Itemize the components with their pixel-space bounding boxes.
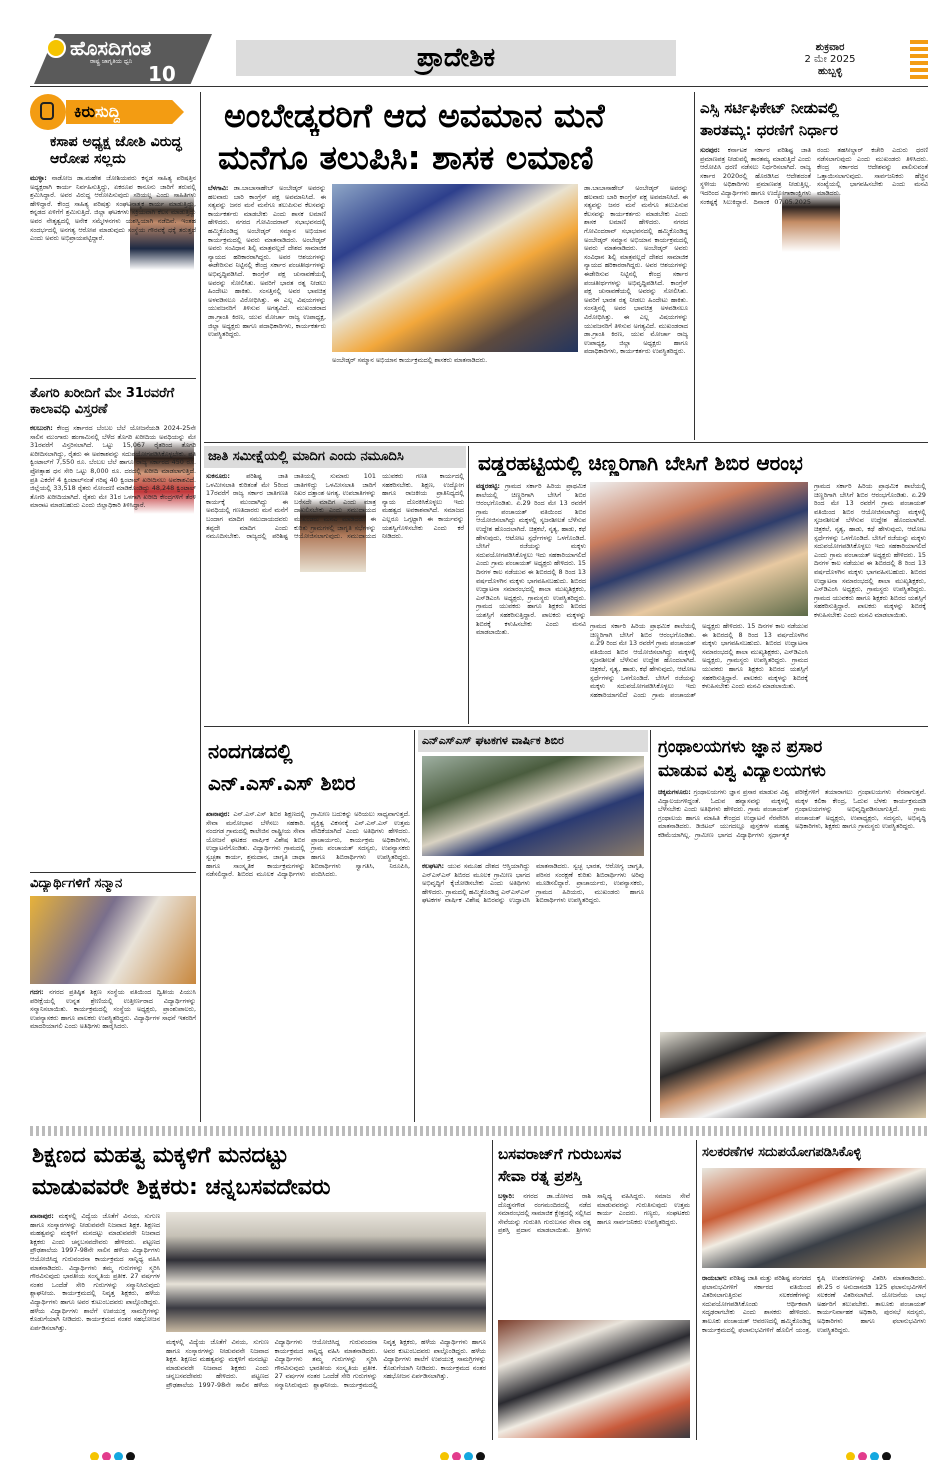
tools-story <box>700 1140 928 1440</box>
award-text: ನಗರದ ಡಾ.ಜೋಳದ ರಾಶಿ ದೊಡ್ಡನಗೌಡ ರಂಗಮಂದಿರದಲ್ಲಿ ನಡೆದ ಸಮಾರಂಭದಲ್ಲಿ ಸಾಮಾಜಿಕ ಕ್ಷೇತ್ರದಲ್ಲಿ ಸಲ್ಲಿಸಿದ ಸೇವೆಯನ್ನು ಗುರುತಿಸಿ ಗುರುಬಸವ ಸೇವಾ ರತ್ನ ಪ್ರಶಸ್ತಿ ಪ್ರದಾನ ಮಾಡಲಾಯಿತು. ಶ್ರೀಗಳು ಸಾನ್ನಿಧ್ಯ ವಹಿಸಿದ್ದರು. ಸಮಾಜ ಸೇವೆ ಮಾಡುವವರನ್ನು ಗುರುತಿಸುವುದು ಉತ್ತಮ ಕಾರ್ಯ ಎಂದರು. ಗಣ್ಯರು, ಸಂಘಟಕರು ಹಾಗೂ ಸಾರ್ವಜನಿಕರು ಉಪಸ್ಥಿತರಿದ್ದರು. <box>498 1192 690 1235</box>
story1-body <box>30 174 196 374</box>
education-body-col1 <box>30 1212 160 1438</box>
camp-text: ಗ್ರಾಮದ ಸರ್ಕಾರಿ ಹಿರಿಯ ಪ್ರಾಥಮಿಕ ಶಾಲೆಯಲ್ಲಿ ಚಿಣ್ಣರಿಗಾಗಿ ಬೇಸಿಗೆ ಶಿಬಿರ ಆರಂಭಗೊಂಡಿತು. ಏ.29 ರಿಂದ ಮೇ 13 ರವರೆಗೆ ಗ್ರಾಮ ಪಂಚಾಯತ್ ವತಿಯಿಂದ ಶಿಬಿರ ಆಯೋಜಿಸಲಾಗಿದ್ದು ಮಕ್ಕಳಲ್ಲಿ ಸೃಜನಶೀಲತೆ ಬೆಳೆಸುವ ಉದ್ದೇಶ ಹೊಂದಲಾಗಿದೆ. ಚಿತ್ರಕಲೆ, ನೃತ್ಯ, ಹಾಡು, ಕಥೆ ಹೇಳುವುದು, ಆಟೋಟ ಸ್ಪರ್ಧೆಗಳನ್ನು ಒಳಗೊಂಡಿದೆ. ಬೇಸಿಗೆ ರಜೆಯನ್ನು ಮಕ್ಕಳು ಸದುಪಯೋಗಪಡಿಸಿಕೊಳ್ಳಲು ಇದು ಸಹಕಾರಿಯಾಗಲಿದೆ ಎಂದು ಗ್ರಾಮ ಪಂಚಾಯತ್ ಅಧ್ಯಕ್ಷರು ಹೇಳಿದರು. 15 ದಿನಗಳ ಕಾಲ ನಡೆಯುವ ಈ ಶಿಬಿರದಲ್ಲಿ 8 ರಿಂದ 13 ವರ್ಷದೊಳಗಿನ ಮಕ್ಕಳು ಭಾಗವಹಿಸಬಹುದು. ಶಿಬಿರದ ಉದ್ಘಾಟನಾ ಸಮಾರಂಭದಲ್ಲಿ ಶಾಲಾ ಮುಖ್ಯಶಿಕ್ಷಕರು, ಎಸ್‌ಡಿಎಂಸಿ ಅಧ್ಯಕ್ಷರು, ಗ್ರಾಮಸ್ಥರು ಉಪಸ್ಥಿತರಿದ್ದರು. ಗ್ರಾಮದ ಯುವಕರು ಹಾಗೂ ಶಿಕ್ಷಕರು ಶಿಬಿರದ ಯಶಸ್ಸಿಗೆ ಸಹಕರಿಸುತ್ತಿದ್ದಾರೆ. ಪಾಲಕರು ಮಕ್ಕಳನ್ನು ಶಿಬಿರಕ್ಕೆ ಕಳುಹಿಸಬೇಕು ಎಂದು ಮನವಿ ಮಾಡಲಾಯಿತು. <box>476 482 586 637</box>
lead-text: ಡಾ.ಬಾಬಾಸಾಹೇಬ್ ಅಂಬೇಡ್ಕರ್ ಅವರನ್ನು ಹಲವಾರು ಬಾರಿ ಕಾಂಗ್ರೆಸ್ ಪಕ್ಷ ಅವಮಾನಿಸಿದೆ. ಈ ಸತ್ಯವನ್ನು ಜನರ ಮನೆ ಮನೆಗೂ ತಲುಪಿಸುವ ಕೆಲಸವನ್ನು ಕಾರ್ಯಕರ್ತರು ಮಾಡಬೇಕು ಎಂದು ಶಾಸಕ ಲಮಾಣಿ ಹೇಳಿದರು. ನಗರದ ಗೋವಿಂದರಾವ್ ಸಭಾಭವನದಲ್ಲಿ ಹಮ್ಮಿಕೊಂಡಿದ್ದ ಅಂಬೇಡ್ಕರ್ ಸಮ್ಮಾನ ಅಭಿಯಾನ ಕಾರ್ಯಕ್ರಮದಲ್ಲಿ ಅವರು ಮಾತನಾಡಿದರು. ಅಂಬೇಡ್ಕರ್ ಅವರು ಸಂವಿಧಾನ ಶಿಲ್ಪಿ ಮಾತ್ರವಲ್ಲದೆ ದೇಶದ ಸಾಮಾಜಿಕ ನ್ಯಾಯದ ಹರಿಕಾರರಾಗಿದ್ದರು. ಅವರ ಆಶಯಗಳನ್ನು ಈಡೇರಿಸುವ ನಿಟ್ಟಿನಲ್ಲಿ ಕೇಂದ್ರ ಸರ್ಕಾರ ಪಂಚತೀರ್ಥಗಳನ್ನು ಅಭಿವೃದ್ಧಿಪಡಿಸಿದೆ. ಕಾಂಗ್ರೆಸ್ ಪಕ್ಷ ಚುನಾವಣೆಯಲ್ಲಿ ಅವರನ್ನು ಸೋಲಿಸಿತು. ಅವರಿಗೆ ಭಾರತ ರತ್ನ ನೀಡಲು ಹಿಂದೇಟು ಹಾಕಿತು. ಸಂಸತ್ತಿನಲ್ಲಿ ಅವರ ಭಾವಚಿತ್ರ ಅಳವಡಿಸಲೂ ವಿರೋಧಿಸಿತ್ತು. ಈ ಎಲ್ಲ ವಿಷಯಗಳನ್ನು ಯುವಜನರಿಗೆ ತಿಳಿಸುವ ಅಗತ್ಯವಿದೆ. ಮುಖಂಡರಾದ ಡಾ.ಗ್ರಾಂತಿ ಕಿರಣ, ಯುವ ಮೋರ್ಚಾ ರಾಜ್ಯ ಉಪಾಧ್ಯಕ್ಷ, ಜಿಲ್ಲಾ ಅಧ್ಯಕ್ಷರು ಹಾಗೂ ಪದಾಧಿಕಾರಿಗಳು, ಕಾರ್ಯಕರ್ತರು ಉಪಸ್ಥಿತರಿದ್ದರು. <box>208 184 326 339</box>
camp-text-continued: ಗ್ರಾಮದ ಸರ್ಕಾರಿ ಹಿರಿಯ ಪ್ರಾಥಮಿಕ ಶಾಲೆಯಲ್ಲಿ ಚಿಣ್ಣರಿಗಾಗಿ ಬೇಸಿಗೆ ಶಿಬಿರ ಆರಂಭಗೊಂಡಿತು. ಏ.29 ರಿಂದ ಮೇ 13 ರವರೆಗೆ ಗ್ರಾಮ ಪಂಚಾಯತ್ ವತಿಯಿಂದ ಶಿಬಿರ ಆಯೋಜಿಸಲಾಗಿದ್ದು ಮಕ್ಕಳಲ್ಲಿ ಸೃಜನಶೀಲತೆ ಬೆಳೆಸುವ ಉದ್ದೇಶ ಹೊಂದಲಾಗಿದೆ. ಚಿತ್ರಕಲೆ, ನೃತ್ಯ, ಹಾಡು, ಕಥೆ ಹೇಳುವುದು, ಆಟೋಟ ಸ್ಪರ್ಧೆಗಳನ್ನು ಒಳಗೊಂಡಿದೆ. ಬೇಸಿಗೆ ರಜೆಯನ್ನು ಮಕ್ಕಳು ಸದುಪಯೋಗಪಡಿಸಿಕೊಳ್ಳಲು ಇದು ಸಹಕಾರಿಯಾಗಲಿದೆ ಎಂದು ಗ್ರಾಮ ಪಂಚಾಯತ್ ಅಧ್ಯಕ್ಷರು ಹೇಳಿದರು. 15 ದಿನಗಳ ಕಾಲ ನಡೆಯುವ ಈ ಶಿಬಿರದಲ್ಲಿ 8 ರಿಂದ 13 ವರ್ಷದೊಳಗಿನ ಮಕ್ಕಳು ಭಾಗವಹಿಸಬಹುದು. ಶಿಬಿರದ ಉದ್ಘಾಟನಾ ಸಮಾರಂಭದಲ್ಲಿ ಶಾಲಾ ಮುಖ್ಯಶಿಕ್ಷಕರು, ಎಸ್‌ಡಿಎಂಸಿ ಅಧ್ಯಕ್ಷರು, ಗ್ರಾಮಸ್ಥರು ಉಪಸ್ಥಿತರಿದ್ದರು. ಗ್ರಾಮದ ಯುವಕರು ಹಾಗೂ ಶಿಕ್ಷಕರು ಶಿಬಿರದ ಯಶಸ್ಸಿಗೆ ಸಹಕರಿಸುತ್ತಿದ್ದಾರೆ. ಪಾಲಕರು ಮಕ್ಕಳನ್ನು ಶಿಬಿರಕ್ಕೆ ಕಳುಹಿಸಬೇಕು ಎಂದು ಮನವಿ ಮಾಡಲಾಯಿತು. <box>590 622 808 699</box>
story2-dateline: ಕಲಬುರಗಿ: <box>30 424 53 432</box>
education-text-continued: ಮಕ್ಕಳಲ್ಲಿ ವಿದ್ಯೆಯ ಜೊತೆಗೆ ವಿನಯ, ಸುಗುಣ ಹಾಗೂ ಸಂಸ್ಕಾರಗಳನ್ನು ನೀಡುವವನೇ ನಿಜವಾದ ಶಿಕ್ಷಕ. ಶಿಕ್ಷಣದ ಮಹತ್ವವನ್ನು ಮಕ್ಕಳಿಗೆ ಮನದಟ್ಟು ಮಾಡುವವರೇ ನಿಜವಾದ ಶಿಕ್ಷಕರು ಎಂದು ಚನ್ನಬಸವದೇವರು ಹೇಳಿದರು. ಪಟ್ಟಣದ ಪ್ರೌಢಶಾಲೆಯ 1997-98ನೇ ಸಾಲಿನ ಹಳೆಯ ವಿದ್ಯಾರ್ಥಿಗಳು ಆಯೋಜಿಸಿದ್ದ ಗುರುವಂದನಾ ಕಾರ್ಯಕ್ರಮದ ಸಾನ್ನಿಧ್ಯ ವಹಿಸಿ ಮಾತನಾಡಿದರು. ವಿದ್ಯಾರ್ಥಿಗಳು ತಮ್ಮ ಗುರುಗಳನ್ನು ಸ್ಮರಿಸಿ ಗೌರವಿಸುವುದು ಭಾರತೀಯ ಸಂಸ್ಕೃತಿಯ ಪ್ರತೀಕ. 27 ವರ್ಷಗಳ ನಂತರ ಒಂದೆಡೆ ಸೇರಿ ಗುರುಗಳನ್ನು ಸನ್ಮಾನಿಸಿರುವುದು ಶ್ಲಾಘನೀಯ. ಕಾರ್ಯಕ್ರಮದಲ್ಲಿ ನಿವೃತ್ತ ಶಿಕ್ಷಕರು, ಹಳೆಯ ವಿದ್ಯಾರ್ಥಿಗಳು ಹಾಗೂ ಅವರ ಕುಟುಂಬದವರು ಪಾಲ್ಗೊಂಡಿದ್ದರು. ಹಳೆಯ ವಿದ್ಯಾರ್ಥಿಗಳು ಶಾಲೆಗೆ ಉಪಯುಕ್ತ ಸಾಮಗ್ರಿಗಳನ್ನು ಕೊಡುಗೆಯಾಗಿ ನೀಡಿದರು. ಕಾರ್ಯಕ್ರಮದ ನಂತರ ಸಹಭೋಜನ ಏರ್ಪಡಿಸಲಾಗಿತ್ತು. <box>166 1338 486 1389</box>
camp-body-col3 <box>814 482 926 720</box>
camp-dateline: ವಡ್ಡರಹಟ್ಟಿ: <box>476 482 500 490</box>
kirusuddi-column <box>30 90 196 1122</box>
nss-annual-body <box>422 862 644 1118</box>
lead-headline-1: ಅಂಬೇಡ್ಕರರಿಗೆ ಆದ ಅವಮಾನ ಮನೆ <box>224 96 605 135</box>
lead-body-col3 <box>584 184 688 436</box>
nss-annual <box>418 730 648 1122</box>
lead-story <box>204 92 692 440</box>
column-rule <box>650 730 651 1122</box>
date-label: 2 ಮೇ 2025 <box>804 54 856 65</box>
registration-marks <box>440 1446 488 1460</box>
caste-headline: ಜಾತಿ ಸಮೀಕ್ಷೆಯಲ್ಲಿ ಮಾದಿಗ ಎಂದು ನಮೂದಿಸಿ <box>208 449 404 464</box>
tools-body <box>702 1274 926 1438</box>
logo-tagline: ರಾಷ್ಟ್ರ ಜಾಗೃತಿಯ ಧ್ವನಿ <box>90 58 133 65</box>
sc-headline-1: ಎಸ್ಸಿ ಸರ್ಟಿಫಿಕೇಟ್ ನೀಡುವಲ್ಲಿ <box>700 99 839 117</box>
divider <box>30 378 196 379</box>
award-story <box>496 1140 692 1440</box>
tools-photo <box>702 1168 926 1268</box>
story1-text: ನಾಡೋಜ ಡಾ.ಮಹೇಶ ಜೋಶಿಯವರು ಕನ್ನಡ ಸಾಹಿತ್ಯ ಪರಿಷತ್ತಿನ ಅಧ್ಯಕ್ಷರಾಗಿ ಕಾರ್ಯ ನಿರ್ವಹಿಸುತ್ತಿದ್ದು, ಏಕರೂಪ ಕಾನೂನು ಜಾರಿಗೆ ತರುವಲ್ಲಿ ಶ್ರಮಿಸಿದ್ದಾರೆ. ಅವರ ವಿರುದ್ಧ ಆರೋಪಿಸುವುದು ಸರಿಯಲ್ಲ ಎಂದು ಸಾಹಿತಿಗಳು ಹೇಳಿದ್ದಾರೆ. ಕೇಂದ್ರ ಸಾಹಿತ್ಯ ಪರಿಷತ್ತು ಸಂಘಟನಾತ್ಮಕ ಕಾರ್ಯ ಮಾಡುತ್ತಿದ್ದು, ಕನ್ನಡದ ಏಳಿಗೆಗೆ ಶ್ರಮಿಸುತ್ತಿದೆ. ಜಿಲ್ಲಾ ಘಟಕಗಳು ಸಕ್ರಿಯವಾಗಿ ಕೆಲಸ ಮಾಡುತ್ತಿದ್ದು ಅವರ ನೇತೃತ್ವದಲ್ಲಿ ಅನೇಕ ಸಮ್ಮೇಳನಗಳು ಯಶಸ್ವಿಯಾಗಿ ನಡೆದಿವೆ. ಇಂತಹ ಸಂದರ್ಭದಲ್ಲಿ ಅನಗತ್ಯ ಆರೋಪ ಮಾಡುವುದು ಸಂಸ್ಥೆಯ ಗೌರವಕ್ಕೆ ಧಕ್ಕೆ ತರುತ್ತದೆ ಎಂದು ಅವರು ಅಭಿಪ್ರಾಯಪಟ್ಟಿದ್ದಾರೆ. <box>30 174 196 243</box>
award-body <box>498 1192 690 1316</box>
story2-text: ಕೇಂದ್ರ ಸರ್ಕಾರದ ಬೆಂಬಲ ಬೆಲೆ ಯೋಜನೆಯಡಿ 2024-25ನೇ ಸಾಲಿನ ಮುಂಗಾರು ಹಂಗಾಮಿನಲ್ಲಿ ಬೆಳೆದ ತೊಗರಿ ಖರೀದಿಯ ಅವಧಿಯನ್ನು ಮೇ 31ರವರೆಗೆ ವಿಸ್ತರಿಸಲಾಗಿದೆ. ಒಟ್ಟು 15,067 ರೈತರಿಂದ ತೊಗರಿ ಖರೀದಿಸಲಾಗಿದ್ದು, ರೈತರು ಈ ಅವಕಾಶವನ್ನು ಸದುಪಯೋಗಪಡಿಸಿಕೊಳ್ಳಬೇಕು. ಪ್ರತಿ ಕ್ವಿಂಟಾಲ್‌ಗೆ 7,550 ರೂ. ಬೆಂಬಲ ಬೆಲೆ ಹಾಗೂ ರಾಜ್ಯ ಸರ್ಕಾರದ 450 ರೂ. ಪ್ರೋತ್ಸಾಹ ಧನ ಸೇರಿ ಒಟ್ಟು 8,000 ರೂ. ದರದಲ್ಲಿ ಖರೀದಿ ಮಾಡಲಾಗುತ್ತಿದೆ. ಪ್ರತಿ ಎಕರೆಗೆ 4 ಕ್ವಿಂಟಾಲ್‌ನಂತೆ ಗರಿಷ್ಠ 40 ಕ್ವಿಂಟಾಲ್ ಖರೀದಿಸಲು ಅವಕಾಶವಿದೆ. ಜಿಲ್ಲೆಯಲ್ಲಿ 33,518 ರೈತರು ನೋಂದಣಿ ಮಾಡಿಕೊಂಡಿದ್ದು 48,248 ಕ್ವಿಂಟಾಲ್ ತೊಗರಿ ಖರೀದಿಯಾಗಿದೆ. ರೈತರು ಮೇ 31ರ ಒಳಗಾಗಿ ಖರೀದಿ ಕೇಂದ್ರಗಳಿಗೆ ತೆರಳಿ ಮಾರಾಟ ಮಾಡಬಹುದು ಎಂದು ಜಿಲ್ಲಾಧಿಕಾರಿ ತಿಳಿಸಿದ್ದಾರೆ. <box>30 424 196 510</box>
sc-story <box>698 92 928 440</box>
award-headline-1: ಬಸವರಾಜ್‌ಗೆ ಗುರುಬಸವ <box>498 1145 622 1163</box>
camp-body-col2 <box>590 622 808 720</box>
registration-marks <box>90 1446 138 1460</box>
masthead-date <box>770 42 890 78</box>
story3-text: ನಗರದ ಪ್ರತಿಷ್ಠಿತ ಶಿಕ್ಷಣ ಸಂಸ್ಥೆಯ ವತಿಯಿಂದ ದ್ವಿತೀಯ ಪಿಯುಸಿ ಪರೀಕ್ಷೆಯಲ್ಲಿ ಉನ್ನತ ಶ್ರೇಣಿಯಲ್ಲಿ ಉತ್ತೀರ್ಣರಾದ ವಿದ್ಯಾರ್ಥಿಗಳನ್ನು ಸನ್ಮಾನಿಸಲಾಯಿತು. ಕಾರ್ಯಕ್ರಮದಲ್ಲಿ ಸಂಸ್ಥೆಯ ಅಧ್ಯಕ್ಷರು, ಪ್ರಾಂಶುಪಾಲರು, ಉಪನ್ಯಾಸಕರು ಹಾಗೂ ಪಾಲಕರು ಉಪಸ್ಥಿತರಿದ್ದರು. ವಿದ್ಯಾರ್ಥಿಗಳ ಸಾಧನೆ ಇತರರಿಗೆ ಮಾದರಿಯಾಗಲಿ ಎಂದು ಅತಿಥಿಗಳು ಹಾರೈಸಿದರು. <box>30 988 196 1031</box>
lead-dateline: ಬೆಳಗಾವಿ: <box>208 184 229 192</box>
tools-dateline: ರಾಯಬಾಗ: <box>702 1274 728 1282</box>
column-rule <box>468 446 469 724</box>
camp-photo <box>590 482 808 616</box>
lead-headline-2: ಮನೆಗೂ ತಲುಪಿಸಿ: ಶಾಸಕ ಲಮಾಣಿ <box>218 138 594 177</box>
camp-headline: ವಡ್ಡರಹಟ್ಟಿಯಲ್ಲಿ ಚಿಣ್ಣರಿಗಾಗಿ ಬೇಸಿಗೆ ಶಿಬಿರ ಆರಂಭ <box>478 451 803 475</box>
story3-body <box>30 988 196 1120</box>
camp-text-tail: ಗ್ರಾಮದ ಸರ್ಕಾರಿ ಹಿರಿಯ ಪ್ರಾಥಮಿಕ ಶಾಲೆಯಲ್ಲಿ ಚಿಣ್ಣರಿಗಾಗಿ ಬೇಸಿಗೆ ಶಿಬಿರ ಆರಂಭಗೊಂಡಿತು. ಏ.29 ರಿಂದ ಮೇ 13 ರವರೆಗೆ ಗ್ರಾಮ ಪಂಚಾಯತ್ ವತಿಯಿಂದ ಶಿಬಿರ ಆಯೋಜಿಸಲಾಗಿದ್ದು ಮಕ್ಕಳಲ್ಲಿ ಸೃಜನಶೀಲತೆ ಬೆಳೆಸುವ ಉದ್ದೇಶ ಹೊಂದಲಾಗಿದೆ. ಚಿತ್ರಕಲೆ, ನೃತ್ಯ, ಹಾಡು, ಕಥೆ ಹೇಳುವುದು, ಆಟೋಟ ಸ್ಪರ್ಧೆಗಳನ್ನು ಒಳಗೊಂಡಿದೆ. ಬೇಸಿಗೆ ರಜೆಯನ್ನು ಮಕ್ಕಳು ಸದುಪಯೋಗಪಡಿಸಿಕೊಳ್ಳಲು ಇದು ಸಹಕಾರಿಯಾಗಲಿದೆ ಎಂದು ಗ್ರಾಮ ಪಂಚಾಯತ್ ಅಧ್ಯಕ್ಷರು ಹೇಳಿದರು. 15 ದಿನಗಳ ಕಾಲ ನಡೆಯುವ ಈ ಶಿಬಿರದಲ್ಲಿ 8 ರಿಂದ 13 ವರ್ಷದೊಳಗಿನ ಮಕ್ಕಳು ಭಾಗವಹಿಸಬಹುದು. ಶಿಬಿರದ ಉದ್ಘಾಟನಾ ಸಮಾರಂಭದಲ್ಲಿ ಶಾಲಾ ಮುಖ್ಯಶಿಕ್ಷಕರು, ಎಸ್‌ಡಿಎಂಸಿ ಅಧ್ಯಕ್ಷರು, ಗ್ರಾಮಸ್ಥರು ಉಪಸ್ಥಿತರಿದ್ದರು. ಗ್ರಾಮದ ಯುವಕರು ಹಾಗೂ ಶಿಕ್ಷಕರು ಶಿಬಿರದ ಯಶಸ್ಸಿಗೆ ಸಹಕರಿಸುತ್ತಿದ್ದಾರೆ. ಪಾಲಕರು ಮಕ್ಕಳನ್ನು ಶಿಬಿರಕ್ಕೆ ಕಳುಹಿಸಬೇಕು ಎಂದು ಮನವಿ ಮಾಡಲಾಯಿತು. <box>814 482 926 619</box>
story1-dateline: ಮುಳ್ಳಾ: <box>30 174 47 182</box>
section-rule <box>204 442 928 443</box>
badge-prefix: ಕಿರು <box>74 102 96 121</box>
story2-body <box>30 424 196 870</box>
column-rule <box>414 730 415 1122</box>
nss-annual-headline: ಎನ್ಎಸ್ಎಸ್ ಘಟಕಗಳ ವಾರ್ಷಿಕ ಶಿಬಿರ <box>422 734 564 747</box>
library-photo <box>660 1032 926 1118</box>
story3-headline: ವಿದ್ಯಾರ್ಥಿಗಳಿಗೆ ಸನ್ಮಾನ <box>30 876 123 891</box>
section-rule <box>204 726 928 727</box>
education-text: ಮಕ್ಕಳಲ್ಲಿ ವಿದ್ಯೆಯ ಜೊತೆಗೆ ವಿನಯ, ಸುಗುಣ ಹಾಗೂ ಸಂಸ್ಕಾರಗಳನ್ನು ನೀಡುವವನೇ ನಿಜವಾದ ಶಿಕ್ಷಕ. ಶಿಕ್ಷಣದ ಮಹತ್ವವನ್ನು ಮಕ್ಕಳಿಗೆ ಮನದಟ್ಟು ಮಾಡುವವರೇ ನಿಜವಾದ ಶಿಕ್ಷಕರು ಎಂದು ಚನ್ನಬಸವದೇವರು ಹೇಳಿದರು. ಪಟ್ಟಣದ ಪ್ರೌಢಶಾಲೆಯ 1997-98ನೇ ಸಾಲಿನ ಹಳೆಯ ವಿದ್ಯಾರ್ಥಿಗಳು ಆಯೋಜಿಸಿದ್ದ ಗುರುವಂದನಾ ಕಾರ್ಯಕ್ರಮದ ಸಾನ್ನಿಧ್ಯ ವಹಿಸಿ ಮಾತನಾಡಿದರು. ವಿದ್ಯಾರ್ಥಿಗಳು ತಮ್ಮ ಗುರುಗಳನ್ನು ಸ್ಮರಿಸಿ ಗೌರವಿಸುವುದು ಭಾರತೀಯ ಸಂಸ್ಕೃತಿಯ ಪ್ರತೀಕ. 27 ವರ್ಷಗಳ ನಂತರ ಒಂದೆಡೆ ಸೇರಿ ಗುರುಗಳನ್ನು ಸನ್ಮಾನಿಸಿರುವುದು ಶ್ಲಾಘನೀಯ. ಕಾರ್ಯಕ್ರಮದಲ್ಲಿ ನಿವೃತ್ತ ಶಿಕ್ಷಕರು, ಹಳೆಯ ವಿದ್ಯಾರ್ಥಿಗಳು ಹಾಗೂ ಅವರ ಕುಟುಂಬದವರು ಪಾಲ್ಗೊಂಡಿದ್ದರು. ಹಳೆಯ ವಿದ್ಯಾರ್ಥಿಗಳು ಶಾಲೆಗೆ ಉಪಯುಕ್ತ ಸಾಮಗ್ರಿಗಳನ್ನು ಕೊಡುಗೆಯಾಗಿ ನೀಡಿದರು. ಕಾರ್ಯಕ್ರಮದ ನಂತರ ಸಹಭೋಜನ ಏರ್ಪಡಿಸಲಾಗಿತ್ತು. <box>30 1212 160 1332</box>
section-title: ಪ್ರಾದೇಶಿಕ <box>416 43 496 73</box>
caste-story <box>204 446 466 724</box>
award-headline-2: ಸೇವಾ ರತ್ನ ಪ್ರಶಸ್ತಿ <box>498 1167 582 1185</box>
award-photo <box>498 1320 690 1438</box>
column-rule <box>694 92 695 440</box>
education-photo <box>166 1212 486 1332</box>
city-label: ಹುಬ್ಬಳ್ಳಿ <box>817 66 843 77</box>
logo-text: ಹೊಸದಿಗಂತ <box>70 36 152 60</box>
masthead-rule <box>30 86 928 87</box>
caste-body <box>206 472 464 722</box>
lead-photo <box>332 184 578 352</box>
story2-headline: ತೊಗರಿ ಖರೀದಿಗೆ ಮೇ 31ರವರೆಗೆ ಕಾಲಾವಧಿ ವಿಸ್ತರಣೆ <box>30 386 175 417</box>
masthead <box>0 0 945 88</box>
column-rule <box>200 92 201 1122</box>
nss-text: ಎನ್.ಎಸ್.ಎಸ್ ಶಿಬಿರ ಶಿಕ್ಷಣದಲ್ಲಿ ಸೇವಾ ಮನೋಭಾವ ಬೆಳೆಸಲು ಸಹಕಾರಿ. ನಂದಗಡ ಗ್ರಾಮದಲ್ಲಿ ಕಾಲೇಜಿನ ರಾಷ್ಟ್ರೀಯ ಸೇವಾ ಯೋಜನೆ ಘಟಕದ ವಾರ್ಷಿಕ ವಿಶೇಷ ಶಿಬಿರ ಉದ್ಘಾಟನೆಗೊಂಡಿತು. ವಿದ್ಯಾರ್ಥಿಗಳು ಗ್ರಾಮದಲ್ಲಿ ಸ್ವಚ್ಛತಾ ಕಾರ್ಯ, ಶ್ರಮದಾನ, ಜಾಗೃತಿ ಜಾಥಾ ಹಾಗೂ ಸಾಂಸ್ಕೃತಿಕ ಕಾರ್ಯಕ್ರಮಗಳನ್ನು ನಡೆಸಲಿದ್ದಾರೆ. ಶಿಬಿರದ ಮೂಲಕ ವಿದ್ಯಾರ್ಥಿಗಳು ಗ್ರಾಮೀಣ ಬದುಕನ್ನು ಅರಿಯಲು ಸಾಧ್ಯವಾಗುತ್ತದೆ. ವ್ಯಕ್ತಿತ್ವ ವಿಕಸನಕ್ಕೆ ಎನ್.ಎಸ್.ಎಸ್ ಉತ್ತಮ ವೇದಿಕೆಯಾಗಿದೆ ಎಂದು ಅತಿಥಿಗಳು ಹೇಳಿದರು. ಪ್ರಾಚಾರ್ಯರು, ಕಾರ್ಯಕ್ರಮ ಅಧಿಕಾರಿಗಳು, ಗ್ರಾಮ ಪಂಚಾಯತ್ ಸದಸ್ಯರು, ಉಪನ್ಯಾಸಕರು ಹಾಗೂ ಶಿಬಿರಾರ್ಥಿಗಳು ಉಪಸ್ಥಿತರಿದ್ದರು. ಶಿಬಿರಾರ್ಥಿಗಳು ಸ್ವಾಗತಿಸಿ, ನಿರೂಪಿಸಿ, ವಂದಿಸಿದರು. <box>206 810 410 879</box>
lead-photo-caption: ಅಂಬೇಡ್ಕರ್ ಸಮ್ಮಾನ ಅಭಿಯಾನ ಕಾರ್ಯಕ್ರಮದಲ್ಲಿ ಶಾಸಕರು ಮಾತನಾಡಿದರು. <box>332 356 488 364</box>
caste-dateline: ಸುಕನೂರು: <box>206 472 230 480</box>
sc-dateline: ಸುರಪುರ: <box>700 146 720 154</box>
tools-text: ಪರಿಶಿಷ್ಟ ಜಾತಿ ಮತ್ತು ಪರಿಶಿಷ್ಟ ಪಂಗಡದ ಫಲಾನುಭವಿಗಳಿಗೆ ಸರ್ಕಾರದ ವತಿಯಿಂದ ವಿತರಿಸಲಾಗುತ್ತಿರುವ ಸಲಕರಣೆಗಳನ್ನು ಸದುಪಯೋಗಪಡಿಸಿಕೊಂಡು ಆರ್ಥಿಕವಾಗಿ ಸದೃಢರಾಗಬೇಕು ಎಂದು ಶಾಸಕರು ಹೇಳಿದರು. ತಾಲೂಕು ಪಂಚಾಯತ್ ಆವರಣದಲ್ಲಿ ಹಮ್ಮಿಕೊಂಡಿದ್ದ ಕಾರ್ಯಕ್ರಮದಲ್ಲಿ ಫಲಾನುಭವಿಗಳಿಗೆ ಹೊಲಿಗೆ ಯಂತ್ರ, ಕೃಷಿ ಉಪಕರಣಗಳನ್ನು ವಿತರಿಸಿ ಮಾತನಾಡಿದರು. ಶೇ.25 ರ ಅನುದಾನದಡಿ 125 ಫಲಾನುಭವಿಗಳಿಗೆ ಸಲಕರಣೆ ವಿತರಿಸಲಾಗಿದೆ. ಯೋಜನೆಯ ಲಾಭ ಅರ್ಹರಿಗೆ ತಲುಪಬೇಕು. ತಾಲೂಕು ಪಂಚಾಯತ್ ಕಾರ್ಯನಿರ್ವಾಹಕ ಅಧಿಕಾರಿ, ಪುರಸಭೆ ಸದಸ್ಯರು, ಅಧಿಕಾರಿಗಳು ಹಾಗೂ ಫಲಾನುಭವಿಗಳು ಉಪಸ್ಥಿತರಿದ್ದರು. <box>702 1274 926 1334</box>
education-dateline: ಖಾನಾಪುರ: <box>30 1212 54 1220</box>
award-dateline: ಬಳ್ಳಾರಿ: <box>498 1192 515 1200</box>
nss-headline-2: ಎನ್.ಎಸ್.ಎಸ್ ಶಿಬಿರ <box>208 771 356 795</box>
logo-icon <box>46 38 66 58</box>
column-rule <box>696 1140 697 1440</box>
nss-body <box>206 810 410 1118</box>
bottom-top-rule <box>30 1126 928 1136</box>
nss-headline-1: ನಂದಗಡದಲ್ಲಿ <box>208 739 293 763</box>
camp-body-col1 <box>476 482 586 720</box>
nss-annual-text: ಯುವ ಸಮೂಹ ದೇಶದ ಆಸ್ತಿಯಾಗಿದ್ದು ಎನ್ಎಸ್ಎಸ್ ಶಿಬಿರದ ಮೂಲಕ ಗ್ರಾಮೀಣ ಭಾಗದ ಅಭಿವೃದ್ಧಿಗೆ ಕೈಜೋಡಿಸಬೇಕು ಎಂದು ಅತಿಥಿಗಳು ಹೇಳಿದರು. ಗ್ರಾಮದಲ್ಲಿ ಹಮ್ಮಿಕೊಂಡಿದ್ದ ಎನ್ಎಸ್ಎಸ್ ಘಟಕಗಳ ವಾರ್ಷಿಕ ವಿಶೇಷ ಶಿಬಿರವನ್ನು ಉದ್ಘಾಟಿಸಿ ಮಾತನಾಡಿದರು. ಸ್ವಚ್ಛ ಭಾರತ, ಆರೋಗ್ಯ ಜಾಗೃತಿ, ಪರಿಸರ ಸಂರಕ್ಷಣೆ ಕುರಿತು ಶಿಬಿರಾರ್ಥಿಗಳು ಅರಿವು ಮೂಡಿಸಲಿದ್ದಾರೆ. ಪ್ರಾಚಾರ್ಯರು, ಉಪನ್ಯಾಸಕರು, ಗ್ರಾಮದ ಹಿರಿಯರು, ಮುಖಂಡರು ಹಾಗೂ ಶಿಬಿರಾರ್ಥಿಗಳು ಉಪಸ್ಥಿತರಿದ್ದರು. <box>422 862 644 905</box>
nss-annual-photo <box>422 756 644 856</box>
education-story <box>30 1140 488 1440</box>
column-rule <box>492 1140 493 1440</box>
divider <box>30 872 196 873</box>
accent-bars <box>910 40 928 88</box>
kirusuddi-badge <box>30 94 190 130</box>
camp-story <box>472 446 928 724</box>
education-headline-2: ಮಾಡುವವರೇ ಶಿಕ್ಷಕರು: ಚನ್ನಬಸವದೇವರು <box>32 1175 331 1200</box>
badge-suffix: ಸುದ್ದಿ <box>95 102 121 121</box>
nss-camp <box>204 730 412 1122</box>
library-text: ಗ್ರಂಥಾಲಯಗಳು ಜ್ಞಾನ ಪ್ರಸಾರ ಮಾಡುವ ವಿಶ್ವ ವಿದ್ಯಾಲಯಗಳಿದ್ದಂತೆ. ಓದುವ ಹವ್ಯಾಸವನ್ನು ಮಕ್ಕಳಲ್ಲಿ ಬೆಳೆಸಬೇಕು ಎಂದು ಅತಿಥಿಗಳು ಹೇಳಿದರು. ಗ್ರಾಮ ಪಂಚಾಯತ್ ಗ್ರಂಥಾಲಯ ಹಾಗೂ ಮಾಹಿತಿ ಕೇಂದ್ರದ ಉದ್ಘಾಟನೆ ನೆರವೇರಿಸಿ ಮಾತನಾಡಿದರು. ಡಿಜಿಟಲ್ ಯುಗದಲ್ಲೂ ಪುಸ್ತಕಗಳ ಮಹತ್ವ ಕಡಿಮೆಯಾಗಿಲ್ಲ. ಗ್ರಾಮೀಣ ಭಾಗದ ವಿದ್ಯಾರ್ಥಿಗಳು ಸ್ಪರ್ಧಾತ್ಮಕ ಪರೀಕ್ಷೆಗಳಿಗೆ ತಯಾರಾಗಲು ಗ್ರಂಥಾಲಯಗಳು ನೆರವಾಗುತ್ತವೆ. ಮಕ್ಕಳ ಕಲಿಕಾ ಕೇಂದ್ರ, ಓದುವ ಬೆಳಕು ಕಾರ್ಯಕ್ರಮದಡಿ ಗ್ರಂಥಾಲಯಗಳನ್ನು ಅಭಿವೃದ್ಧಿಪಡಿಸಲಾಗುತ್ತಿದೆ. ಗ್ರಾಮ ಪಂಚಾಯತ್ ಅಧ್ಯಕ್ಷರು, ಉಪಾಧ್ಯಕ್ಷರು, ಸದಸ್ಯರು, ಅಭಿವೃದ್ಧಿ ಅಧಿಕಾರಿಗಳು, ಶಿಕ್ಷಕರು ಹಾಗೂ ಗ್ರಾಮಸ್ಥರು ಉಪಸ್ಥಿತರಿದ್ದರು. <box>658 788 926 839</box>
sc-body <box>700 146 928 436</box>
caste-text: ಪರಿಶಿಷ್ಟ ಜಾತಿ ಒಳಮೀಸಲಾತಿ ಕುರಿತಂತೆ ಮೇ 5ರಿಂದ 17ರವರೆಗೆ ರಾಜ್ಯ ಸರ್ಕಾರ ಜಾತಿಗಣತಿ ಕಾರ್ಯಕ್ಕೆ ಮುಂದಾಗಿದ್ದು ಈ ಅವಧಿಯಲ್ಲಿ ಗಣತಿದಾರರು ಮನೆ ಮನೆಗೆ ಬಂದಾಗ ಮಾದಿಗ ಸಮುದಾಯದವರು ತಪ್ಪದೇ ಮಾದಿಗ ಎಂದು ನಮೂದಿಸಬೇಕು. ರಾಜ್ಯದಲ್ಲಿ ಪರಿಶಿಷ್ಟ ಜಾತಿಯಲ್ಲಿ ಸುಮಾರು 101 ಜಾತಿಗಳಿದ್ದು ಒಳಮೀಸಲಾತಿ ಜಾರಿಗೆ ನಿಖರ ದತ್ತಾಂಶ ಅಗತ್ಯ. ಉಪಜಾತಿಗಳನ್ನು ಬರೆಸದೇ ಮಾದಿಗ ಎಂದು ಮಾತ್ರ ದಾಖಲಿಸಬೇಕು ಎಂದು ಸಮುದಾಯದ ಮುಖಂಡರು ಮನವಿ ಮಾಡಿದರು. ಈ ಕುರಿತು ಗ್ರಾಮಗಳಲ್ಲಿ ಜಾಗೃತಿ ಸಭೆಗಳನ್ನು ಆಯೋಜಿಸಲಾಗುವುದು. ಸಮುದಾಯದ ಯುವಕರು ಗಣತಿ ಕಾರ್ಯದಲ್ಲಿ ಸಹಕರಿಸಬೇಕು. ಶಿಕ್ಷಣ, ಉದ್ಯೋಗ ಹಾಗೂ ರಾಜಕೀಯ ಪ್ರಾತಿನಿಧ್ಯದಲ್ಲಿ ನ್ಯಾಯ ದೊರಕಿಸಿಕೊಳ್ಳಲು ಇದು ಮಹತ್ವದ ಅವಕಾಶವಾಗಿದೆ. ಸಮಾಜದ ಎಲ್ಲರೂ ಒಗ್ಗಟ್ಟಾಗಿ ಈ ಕಾರ್ಯವನ್ನು ಯಶಸ್ವಿಗೊಳಿಸಬೇಕು ಎಂದು ಕರೆ ನೀಡಿದರು. <box>206 472 464 541</box>
lead-text-continued: ಡಾ.ಬಾಬಾಸಾಹೇಬ್ ಅಂಬೇಡ್ಕರ್ ಅವರನ್ನು ಹಲವಾರು ಬಾರಿ ಕಾಂಗ್ರೆಸ್ ಪಕ್ಷ ಅವಮಾನಿಸಿದೆ. ಈ ಸತ್ಯವನ್ನು ಜನರ ಮನೆ ಮನೆಗೂ ತಲುಪಿಸುವ ಕೆಲಸವನ್ನು ಕಾರ್ಯಕರ್ತರು ಮಾಡಬೇಕು ಎಂದು ಶಾಸಕ ಲಮಾಣಿ ಹೇಳಿದರು. ನಗರದ ಗೋವಿಂದರಾವ್ ಸಭಾಭವನದಲ್ಲಿ ಹಮ್ಮಿಕೊಂಡಿದ್ದ ಅಂಬೇಡ್ಕರ್ ಸಮ್ಮಾನ ಅಭಿಯಾನ ಕಾರ್ಯಕ್ರಮದಲ್ಲಿ ಅವರು ಮಾತನಾಡಿದರು. ಅಂಬೇಡ್ಕರ್ ಅವರು ಸಂವಿಧಾನ ಶಿಲ್ಪಿ ಮಾತ್ರವಲ್ಲದೆ ದೇಶದ ಸಾಮಾಜಿಕ ನ್ಯಾಯದ ಹರಿಕಾರರಾಗಿದ್ದರು. ಅವರ ಆಶಯಗಳನ್ನು ಈಡೇರಿಸುವ ನಿಟ್ಟಿನಲ್ಲಿ ಕೇಂದ್ರ ಸರ್ಕಾರ ಪಂಚತೀರ್ಥಗಳನ್ನು ಅಭಿವೃದ್ಧಿಪಡಿಸಿದೆ. ಕಾಂಗ್ರೆಸ್ ಪಕ್ಷ ಚುನಾವಣೆಯಲ್ಲಿ ಅವರನ್ನು ಸೋಲಿಸಿತು. ಅವರಿಗೆ ಭಾರತ ರತ್ನ ನೀಡಲು ಹಿಂದೇಟು ಹಾಕಿತು. ಸಂಸತ್ತಿನಲ್ಲಿ ಅವರ ಭಾವಚಿತ್ರ ಅಳವಡಿಸಲೂ ವಿರೋಧಿಸಿತ್ತು. ಈ ಎಲ್ಲ ವಿಷಯಗಳನ್ನು ಯುವಜನರಿಗೆ ತಿಳಿಸುವ ಅಗತ್ಯವಿದೆ. ಮುಖಂಡರಾದ ಡಾ.ಗ್ರಾಂತಿ ಕಿರಣ, ಯುವ ಮೋರ್ಚಾ ರಾಜ್ಯ ಉಪಾಧ್ಯಕ್ಷ, ಜಿಲ್ಲಾ ಅಧ್ಯಕ್ಷರು ಹಾಗೂ ಪದಾಧಿಕಾರಿಗಳು, ಕಾರ್ಯಕರ್ತರು ಉಪಸ್ಥಿತರಿದ್ದರು. <box>584 184 688 356</box>
education-headline-1: ಶಿಕ್ಷಣದ ಮಹತ್ವ ಮಕ್ಕಳಿಗೆ ಮನದಟ್ಟು <box>32 1143 289 1168</box>
story3-photo <box>30 896 196 984</box>
story3-dateline: ಗದಗ: <box>30 988 44 996</box>
registration-marks <box>846 1446 894 1460</box>
library-story <box>654 730 928 1122</box>
education-body-col2 <box>166 1338 486 1438</box>
page-number: 10 <box>148 62 176 86</box>
library-headline-1: ಗ್ರಂಥಾಲಯಗಳು ಜ್ಞಾನ ಪ್ರಸಾರ <box>658 737 823 757</box>
sc-headline-2: ತಾರತಮ್ಯ: ಧರಣಿಗೆ ನಿರ್ಧಾರ <box>700 121 838 139</box>
sc-text: ಕರ್ನಾಟಕ ಸರ್ಕಾರ ಪರಿಶಿಷ್ಟ ಜಾತಿ ಪ್ರಮಾಣಪತ್ರ ನೀಡುವಲ್ಲಿ ತಾರತಮ್ಯ ಮಾಡುತ್ತಿದೆ ಎಂದು ಆರೋಪಿಸಿ ಧರಣಿ ನಡೆಸಲು ನಿರ್ಧರಿಸಲಾಗಿದೆ. ರಾಜ್ಯ ಸರ್ಕಾರ 2020ರಲ್ಲಿ ಹೊರಡಿಸಿದ ಆದೇಶದಂತೆ ಸ್ಥಳೀಯ ಅಧಿಕಾರಿಗಳು ಪ್ರಮಾಣಪತ್ರ ನೀಡುತ್ತಿಲ್ಲ. ಇದರಿಂದ ವಿದ್ಯಾರ್ಥಿಗಳು ಹಾಗೂ ಉದ್ಯೋಗಾಕಾಂಕ್ಷಿಗಳು ಸಂಕಷ್ಟಕ್ಕೆ ಸಿಲುಕಿದ್ದಾರೆ. ದಿನಾಂಕ 07.05.2025 ರಂದು ತಹಸೀಲ್ದಾರ್ ಕಚೇರಿ ಎದುರು ಧರಣಿ ನಡೆಸಲಾಗುವುದು ಎಂದು ಮುಖಂಡರು ತಿಳಿಸಿದರು. ಕೇಂದ್ರ ಸರ್ಕಾರದ ಆದೇಶವನ್ನು ಪಾಲಿಸುವಂತೆ ಒತ್ತಾಯಿಸಲಾಗುವುದು. ಸಾರ್ವಜನಿಕರು ಹೆಚ್ಚಿನ ಸಂಖ್ಯೆಯಲ್ಲಿ ಭಾಗವಹಿಸಬೇಕು ಎಂದು ಮನವಿ ಮಾಡಿದರು. <box>700 146 928 206</box>
day-label: ಶುಕ್ರವಾರ <box>815 42 845 53</box>
library-body <box>658 788 926 1028</box>
nss-annual-dateline: ಕಲಘಟಗಿ: <box>422 862 445 870</box>
library-headline-2: ಮಾಡುವ ವಿಶ್ವ ವಿದ್ಯಾಲಯಗಳು <box>658 761 826 781</box>
story1-headline: ಕಸಾಪ ಅಧ್ಯಕ್ಷ ಜೋಶಿ ವಿರುದ್ಧ ಆರೋಪ ಸಲ್ಲದು <box>50 134 182 167</box>
library-dateline: ಚಿಕ್ಕಮಗಳೂರು: <box>658 788 691 796</box>
lead-body-col1 <box>208 184 326 436</box>
tools-headline: ಸಲಕರಣೆಗಳ ಸದುಪಯೋಗಪಡಿಸಿಕೊಳ್ಳಿ <box>702 1145 862 1160</box>
nss-dateline: ಖಾನಾಪುರ: <box>206 810 230 818</box>
